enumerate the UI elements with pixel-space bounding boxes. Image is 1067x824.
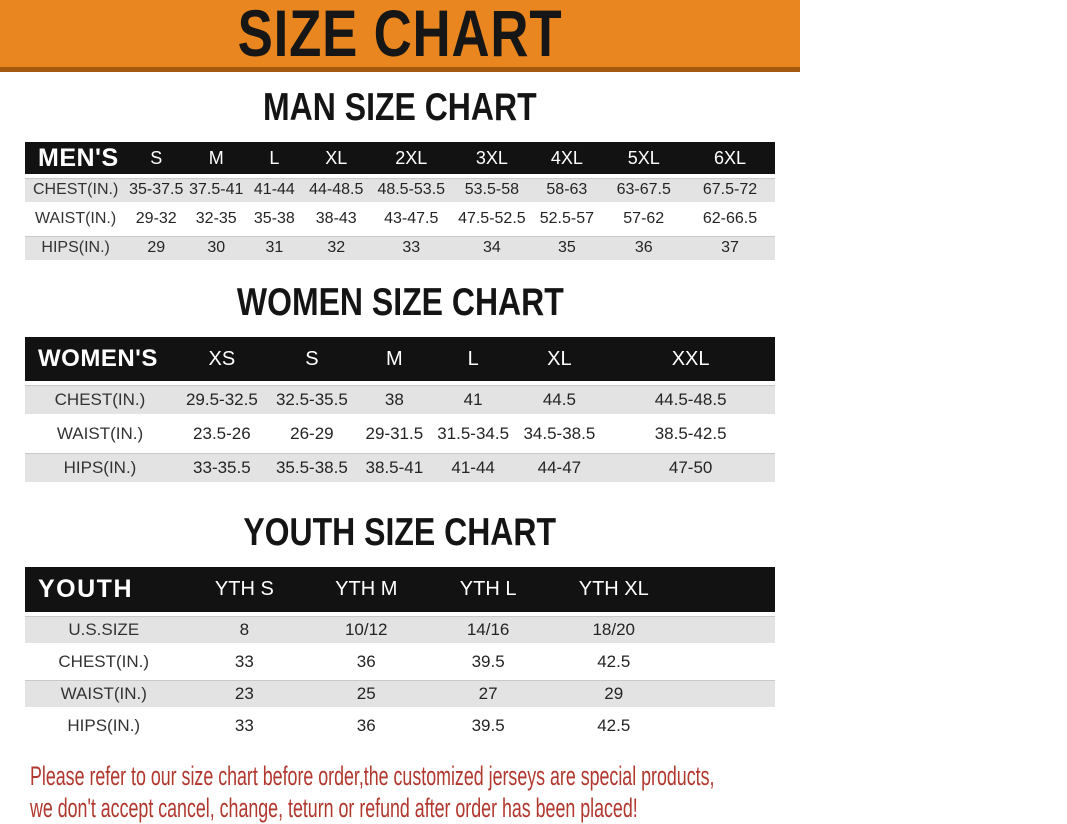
youth-section-title-text: YOUTH SIZE CHART xyxy=(243,511,557,554)
size-value-cell: 63-67.5 xyxy=(603,176,686,205)
youth-row-hipsin xyxy=(25,710,775,742)
size-value-cell: 35 xyxy=(531,234,602,263)
men-row-chestin xyxy=(25,176,775,205)
women-corner-label: WOMEN'S xyxy=(25,337,175,383)
size-value-cell-blank xyxy=(678,710,776,742)
men-section-title-text: MAN SIZE CHART xyxy=(263,86,537,129)
size-value-cell: 44.5-48.5 xyxy=(606,383,775,417)
size-value-cell: 44-48.5 xyxy=(303,176,371,205)
banner-title xyxy=(0,0,800,70)
size-value-cell: 29.5-32.5 xyxy=(175,383,269,417)
row-label: HIPS(IN.) xyxy=(25,234,126,263)
men-section-title xyxy=(0,87,800,129)
women-column-header: M xyxy=(355,337,434,383)
size-value-cell: 27 xyxy=(426,678,550,710)
size-value-cell: 25 xyxy=(306,678,426,710)
row-label: WAIST(IN.) xyxy=(25,205,126,234)
size-value-cell: 34 xyxy=(453,234,532,263)
size-value-cell: 37 xyxy=(685,234,775,263)
size-value-cell: 33 xyxy=(183,710,307,742)
men-corner-label: MEN'S xyxy=(25,142,126,176)
size-value-cell: 38 xyxy=(355,383,434,417)
women-row-hipsin xyxy=(25,451,775,485)
size-value-cell: 26-29 xyxy=(269,417,355,451)
size-value-cell: 41-44 xyxy=(246,176,302,205)
size-value-cell: 44-47 xyxy=(513,451,607,485)
size-value-cell: 41 xyxy=(434,383,513,417)
size-value-cell: 35.5-38.5 xyxy=(269,451,355,485)
men-row-hipsin xyxy=(25,234,775,263)
women-size-section xyxy=(0,282,800,487)
youth-header-row xyxy=(25,567,775,614)
youth-corner-label: YOUTH xyxy=(25,567,183,614)
size-value-cell: 14/16 xyxy=(426,614,550,646)
men-column-header: 2XL xyxy=(370,142,453,176)
youth-row-waistin xyxy=(25,678,775,710)
size-value-cell: 32.5-35.5 xyxy=(269,383,355,417)
footer-line-2 xyxy=(30,792,800,824)
size-value-cell: 18/20 xyxy=(550,614,678,646)
footer-line-2-text: we don't accept cancel, change, teturn or refund after order has been placed! xyxy=(30,793,638,823)
size-value-cell: 8 xyxy=(183,614,307,646)
row-label: CHEST(IN.) xyxy=(25,383,175,417)
size-value-cell: 39.5 xyxy=(426,710,550,742)
size-value-cell: 29-32 xyxy=(126,205,186,234)
women-section-title xyxy=(0,282,800,324)
size-value-cell: 34.5-38.5 xyxy=(513,417,607,451)
women-column-header: XS xyxy=(175,337,269,383)
size-value-cell: 38.5-41 xyxy=(355,451,434,485)
men-column-header: M xyxy=(186,142,246,176)
women-column-header: XXL xyxy=(606,337,775,383)
size-value-cell: 53.5-58 xyxy=(453,176,532,205)
size-value-cell: 23.5-26 xyxy=(175,417,269,451)
size-value-cell: 58-63 xyxy=(531,176,602,205)
men-row-waistin xyxy=(25,205,775,234)
women-header-row xyxy=(25,337,775,383)
women-column-header: L xyxy=(434,337,513,383)
youth-column-header: YTH XL xyxy=(550,567,678,614)
size-value-cell: 29 xyxy=(550,678,678,710)
footer-note xyxy=(30,760,800,824)
youth-column-header-blank xyxy=(678,567,776,614)
men-header-row xyxy=(25,142,775,176)
row-label: WAIST(IN.) xyxy=(25,417,175,451)
youth-row-chestin xyxy=(25,646,775,678)
size-value-cell-blank xyxy=(678,614,776,646)
row-label: CHEST(IN.) xyxy=(25,176,126,205)
row-label: CHEST(IN.) xyxy=(25,646,183,678)
youth-row-ussize xyxy=(25,614,775,646)
size-value-cell: 41-44 xyxy=(434,451,513,485)
row-label: HIPS(IN.) xyxy=(25,451,175,485)
men-column-header: 6XL xyxy=(685,142,775,176)
size-value-cell: 33 xyxy=(183,646,307,678)
size-value-cell: 38.5-42.5 xyxy=(606,417,775,451)
size-value-cell: 32-35 xyxy=(186,205,246,234)
men-size-table xyxy=(25,142,775,265)
size-value-cell: 32 xyxy=(303,234,371,263)
size-value-cell: 35-37.5 xyxy=(126,176,186,205)
size-value-cell: 33 xyxy=(370,234,453,263)
size-value-cell: 42.5 xyxy=(550,710,678,742)
row-label: U.S.SIZE xyxy=(25,614,183,646)
size-value-cell: 23 xyxy=(183,678,307,710)
size-value-cell: 67.5-72 xyxy=(685,176,775,205)
size-value-cell-blank xyxy=(678,646,776,678)
women-column-header: XL xyxy=(513,337,607,383)
men-column-header: 5XL xyxy=(603,142,686,176)
size-value-cell: 57-62 xyxy=(603,205,686,234)
youth-section-title xyxy=(0,512,800,554)
size-value-cell: 29-31.5 xyxy=(355,417,434,451)
row-label: WAIST(IN.) xyxy=(25,678,183,710)
men-column-header: L xyxy=(246,142,302,176)
size-value-cell: 10/12 xyxy=(306,614,426,646)
size-value-cell: 31 xyxy=(246,234,302,263)
women-row-waistin xyxy=(25,417,775,451)
youth-column-header: YTH S xyxy=(183,567,307,614)
size-value-cell: 36 xyxy=(603,234,686,263)
size-value-cell: 48.5-53.5 xyxy=(370,176,453,205)
youth-column-header: YTH M xyxy=(306,567,426,614)
banner xyxy=(0,0,800,72)
size-value-cell: 43-47.5 xyxy=(370,205,453,234)
size-value-cell: 52.5-57 xyxy=(531,205,602,234)
youth-size-section xyxy=(0,512,800,744)
women-column-header: S xyxy=(269,337,355,383)
women-section-title-text: WOMEN SIZE CHART xyxy=(236,281,564,324)
size-value-cell: 47.5-52.5 xyxy=(453,205,532,234)
footer-line-1-text: Please refer to our size chart before order,the customized jerseys are special products, xyxy=(30,761,715,791)
size-value-cell: 62-66.5 xyxy=(685,205,775,234)
size-value-cell: 42.5 xyxy=(550,646,678,678)
banner-title-text: SIZE CHART xyxy=(237,0,563,70)
size-value-cell: 38-43 xyxy=(303,205,371,234)
youth-column-header: YTH L xyxy=(426,567,550,614)
men-column-header: XL xyxy=(303,142,371,176)
men-column-header: 3XL xyxy=(453,142,532,176)
women-row-chestin xyxy=(25,383,775,417)
size-value-cell: 37.5-41 xyxy=(186,176,246,205)
size-value-cell: 36 xyxy=(306,710,426,742)
size-charts xyxy=(0,87,800,744)
men-column-header: 4XL xyxy=(531,142,602,176)
size-value-cell: 39.5 xyxy=(426,646,550,678)
men-size-section xyxy=(0,87,800,265)
men-column-header: S xyxy=(126,142,186,176)
women-size-table xyxy=(25,337,775,487)
size-value-cell: 29 xyxy=(126,234,186,263)
footer-line-1 xyxy=(30,760,800,792)
size-value-cell-blank xyxy=(678,678,776,710)
size-value-cell: 44.5 xyxy=(513,383,607,417)
size-value-cell: 35-38 xyxy=(246,205,302,234)
youth-size-table xyxy=(25,567,775,744)
size-value-cell: 33-35.5 xyxy=(175,451,269,485)
size-value-cell: 47-50 xyxy=(606,451,775,485)
size-value-cell: 31.5-34.5 xyxy=(434,417,513,451)
row-label: HIPS(IN.) xyxy=(25,710,183,742)
size-value-cell: 36 xyxy=(306,646,426,678)
size-value-cell: 30 xyxy=(186,234,246,263)
